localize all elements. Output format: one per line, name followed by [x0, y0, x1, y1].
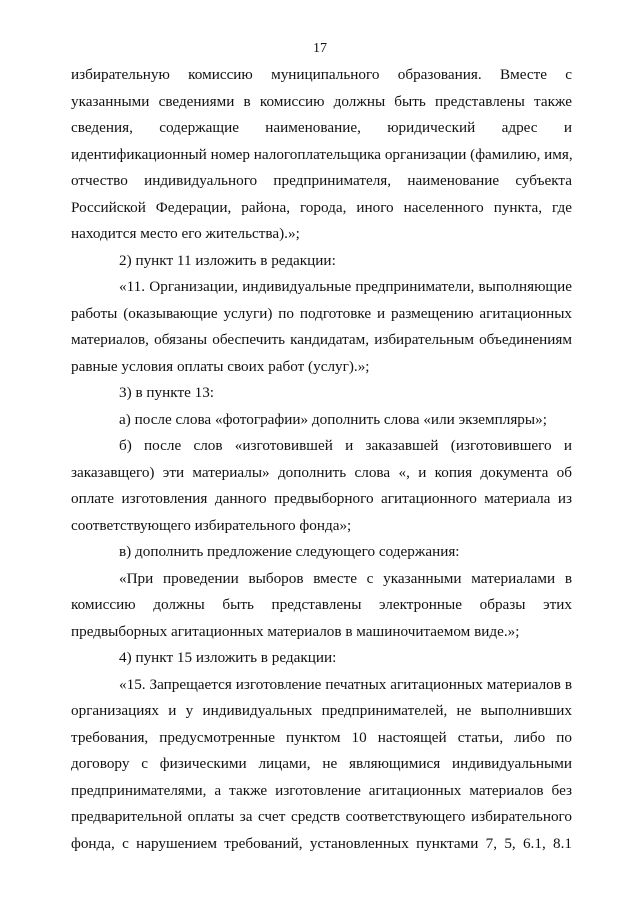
page-number: 17 — [313, 41, 327, 56]
text-line: организациях и у индивидуальных предпринимателей, не выполнивших — [71, 702, 572, 719]
text-line: «При проведении выборов вместе с указанными материалами в — [119, 569, 572, 587]
text-line: 2) пункт 11 изложить в редакции: — [119, 251, 336, 269]
text-line: требования, предусмотренные пунктом 10 настоящей статьи, либо по — [71, 728, 572, 746]
text-line: 3) в пункте 13: — [119, 384, 215, 401]
text-line: Российской Федерации, района, города, иного населенного пункта, где — [71, 198, 572, 216]
text-line: равные условия оплаты своих работ (услуг).»; — [71, 357, 370, 375]
text-line: оплате изготовления данного предвыборного агитационного материала из — [71, 490, 572, 507]
text-line: соответствующего избирательного фонда»; — [71, 516, 352, 534]
text-line: предвыборных агитационных материалов в машиночитаемом виде.»; — [71, 622, 520, 640]
text-line: в) дополнить предложение следующего содержания: — [119, 543, 460, 560]
text-line: а) после слова «фотографии» дополнить слова «или экземпляры»; — [119, 410, 547, 428]
text-line: находится место его жительства).»; — [71, 225, 300, 242]
text-line: сведения, содержащие наименование, юридический адрес и — [71, 119, 572, 136]
text-line: материалов, обязаны обеспечить кандидатам, избирательным объединениям — [71, 331, 572, 348]
text-line: избирательную комиссию муниципального образования. Вместе с — [71, 66, 572, 83]
text-line: указанными сведениями в комиссию должны быть представлены также — [71, 92, 572, 110]
text-line: предварительной оплаты за счет средств соответствующего избирательного — [71, 808, 572, 825]
text-line: идентификационный номер налогоплательщика организации (фамилию, имя, — [71, 145, 573, 163]
text-line: отчество индивидуального предпринимателя, наименование субъекта — [71, 172, 572, 189]
text-line: предпринимателями, а также изготовление агитационных материалов без — [71, 781, 572, 799]
text-line: б) после слов «изготовившей и заказавшей (изготовившего и — [119, 437, 572, 454]
text-line: «15. Запрещается изготовление печатных агитационных материалов в — [119, 675, 572, 693]
text-line: заказавщего) эти материалы» дополнить слова «, и копия документа об — [71, 463, 572, 481]
text-line: фонда, с нарушением требований, установленных пунктами 7, 5, 6.1, 8.1 — [71, 834, 572, 852]
text-line: «11. Организации, индивидуальные предприниматели, выполняющие — [119, 278, 572, 295]
text-line: работы (оказывающие услуги) по подготовке и размещению агитационных — [71, 304, 572, 322]
document-body — [71, 62, 572, 857]
text-line: 4) пункт 15 изложить в редакции: — [119, 649, 337, 666]
text-line: комиссию должны быть представлены электронные образы этих — [71, 596, 572, 613]
text-line: договору с физическими лицами, не являющимися индивидуальными — [71, 755, 572, 772]
